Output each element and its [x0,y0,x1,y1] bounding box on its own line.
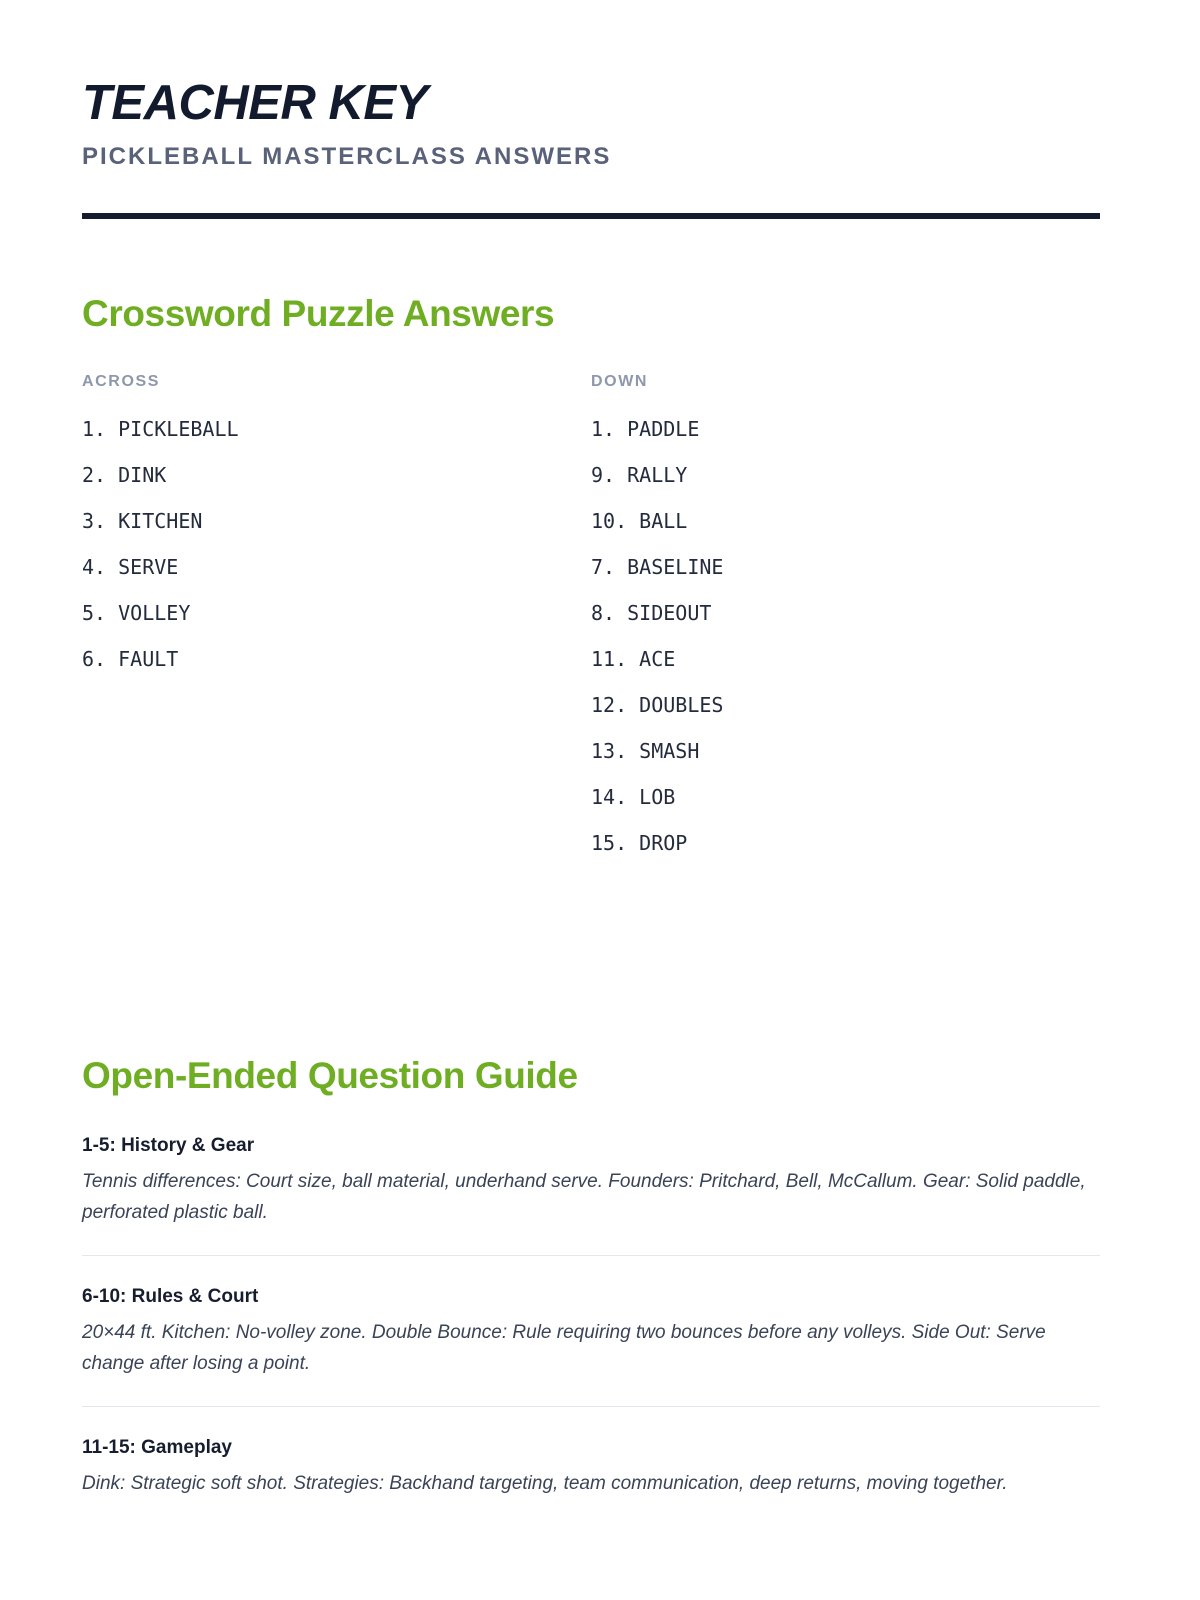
document-header [82,78,1100,219]
down-heading: DOWN [591,373,649,391]
answer-across-6: 6. FAULT [82,647,179,672]
answer-down-12: 12. DOUBLES [591,693,724,718]
guide-heading-history-gear: 1-5: History & Gear [82,1135,255,1157]
guide-block-rules-court [82,1286,1100,1407]
guide-heading-gameplay: 11-15: Gameplay [82,1436,232,1458]
answer-down-8: 8. SIDEOUT [591,601,712,626]
guide-body-gameplay: Dink: Strategic soft shot. Strategies: Backhand targeting, team communication, deep returns, moving together. [82,1472,1008,1494]
guide-block-gameplay [82,1437,1100,1526]
across-heading: ACROSS [82,373,161,391]
open-ended-guide-section [82,1055,1100,1525]
guide-block-history-gear [82,1135,1100,1256]
answers-columns [82,373,1100,877]
answer-across-5: 5. VOLLEY [82,601,191,626]
page-subtitle: PICKLEBALL MASTERCLASS ANSWERS [82,143,612,171]
header-divider [82,213,1100,219]
answer-down-15: 15. DROP [591,831,688,856]
answer-down-13: 13. SMASH [591,739,700,764]
answer-down-11: 11. ACE [591,647,676,672]
guide-body-history-gear: Tennis differences: Court size, ball material, underhand serve. Founders: Pritchard, Bell, McCallum. Gear: Solid paddle, perforated plastic ball. [82,1171,1086,1224]
answer-down-10: 10. BALL [591,509,688,534]
answer-down-7: 7. BASELINE [591,555,724,580]
answer-across-4: 4. SERVE [82,555,179,580]
page-title: TEACHER KEY [82,76,428,130]
answer-down-1: 1. PADDLE [591,417,700,442]
guide-section-title: Open-Ended Question Guide [82,1055,578,1097]
crossword-section-title: Crossword Puzzle Answers [82,293,555,335]
answer-across-2: 2. DINK [82,463,167,488]
guide-body-rules-court: 20×44 ft. Kitchen: No-volley zone. Double Bounce: Rule requiring two bounces before any volleys. Side Out: Serve change after losing a point. [82,1321,1046,1374]
crossword-answers-section [82,293,1100,877]
answer-down-9: 9. RALLY [591,463,688,488]
section-spacer [82,877,1100,981]
down-column [591,373,1100,877]
guide-heading-rules-court: 6-10: Rules & Court [82,1285,259,1307]
answer-across-3: 3. KITCHEN [82,509,203,534]
answer-down-14: 14. LOB [591,785,676,810]
answer-across-1: 1. PICKLEBALL [82,417,239,442]
across-column [82,373,591,877]
